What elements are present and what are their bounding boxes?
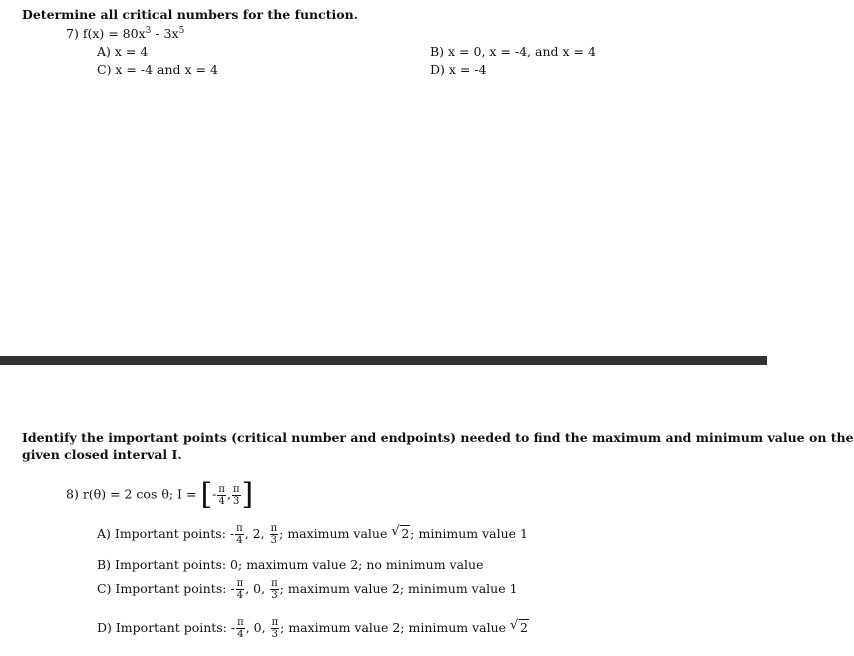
q7-number: 7) [66, 26, 79, 42]
interval-upper-fraction: $\frac{\pi}{3}$ [232, 483, 240, 507]
a-frac-2: $\frac{\pi}{3}$ [270, 523, 278, 546]
q7-choice-b[interactable]: B) x = 0, x = -4, and x = 4 [430, 44, 596, 59]
q7-function-mid: - 3x [151, 26, 179, 42]
q8-choice-c[interactable]: C) Important points: - $\frac{\pi}{4}$ , 0, $\frac{\pi}{3}$ ; maximum value 2; minimum value 1 [97, 578, 518, 601]
q7-choice-a[interactable]: A) x = 4 [97, 44, 149, 59]
c-frac-2: $\frac{\pi}{3}$ [271, 578, 278, 601]
right-bracket: ] [241, 477, 254, 512]
q7-choice-d[interactable]: D) x = -4 [430, 62, 487, 77]
q8-number: 8) [66, 486, 79, 502]
q7-exp2: 5 [178, 26, 185, 36]
q7-function [66, 26, 184, 41]
sqrt-symbol: √ 2 [391, 524, 410, 541]
q7-instruction: Determine all critical numbers for the function. [22, 7, 359, 22]
interval-comma: , [226, 486, 231, 502]
d-frac-1: $\frac{\pi}{4}$ [237, 617, 244, 640]
interval-minus: - [212, 486, 217, 502]
q8-function-text: r(θ) = 2 cos θ; I = [82, 486, 197, 502]
q8-choice-a[interactable]: A) Important points: - $\frac{\pi}{4}$ , 2, $\frac{\pi}{3}$ ; maximum value √ 2; minimum value 1 [97, 523, 528, 546]
q8-choice-b[interactable]: B) Important points: 0; maximum value 2; no minimum value [97, 557, 484, 572]
page-divider [0, 356, 767, 365]
q7-choice-c[interactable]: C) x = -4 and x = 4 [97, 62, 218, 77]
d-frac-2: $\frac{\pi}{3}$ [271, 617, 279, 640]
q8-instruction-line1: Identify the important points (critical number and endpoints) needed to find the maximum and minimum value on the [22, 430, 854, 445]
q7-exp1: 3 [145, 26, 152, 36]
q8-instruction-line2: given closed interval I. [22, 447, 182, 462]
q8-choice-d[interactable]: D) Important points: - $\frac{\pi}{4}$ , 0, $\frac{\pi}{3}$ ; maximum value 2; minimum value √ 2 [97, 617, 528, 640]
q7-function-lhs: f(x) = 80x [82, 26, 146, 42]
left-bracket: [ [200, 477, 213, 512]
c-frac-1: $\frac{\pi}{4}$ [236, 578, 244, 601]
q8-function [66, 477, 254, 512]
interval-lower-fraction: $\frac{\pi}{4}$ [218, 483, 225, 507]
a-frac-1: $\frac{\pi}{4}$ [236, 523, 243, 546]
sqrt-symbol: √ 2 [510, 618, 528, 635]
